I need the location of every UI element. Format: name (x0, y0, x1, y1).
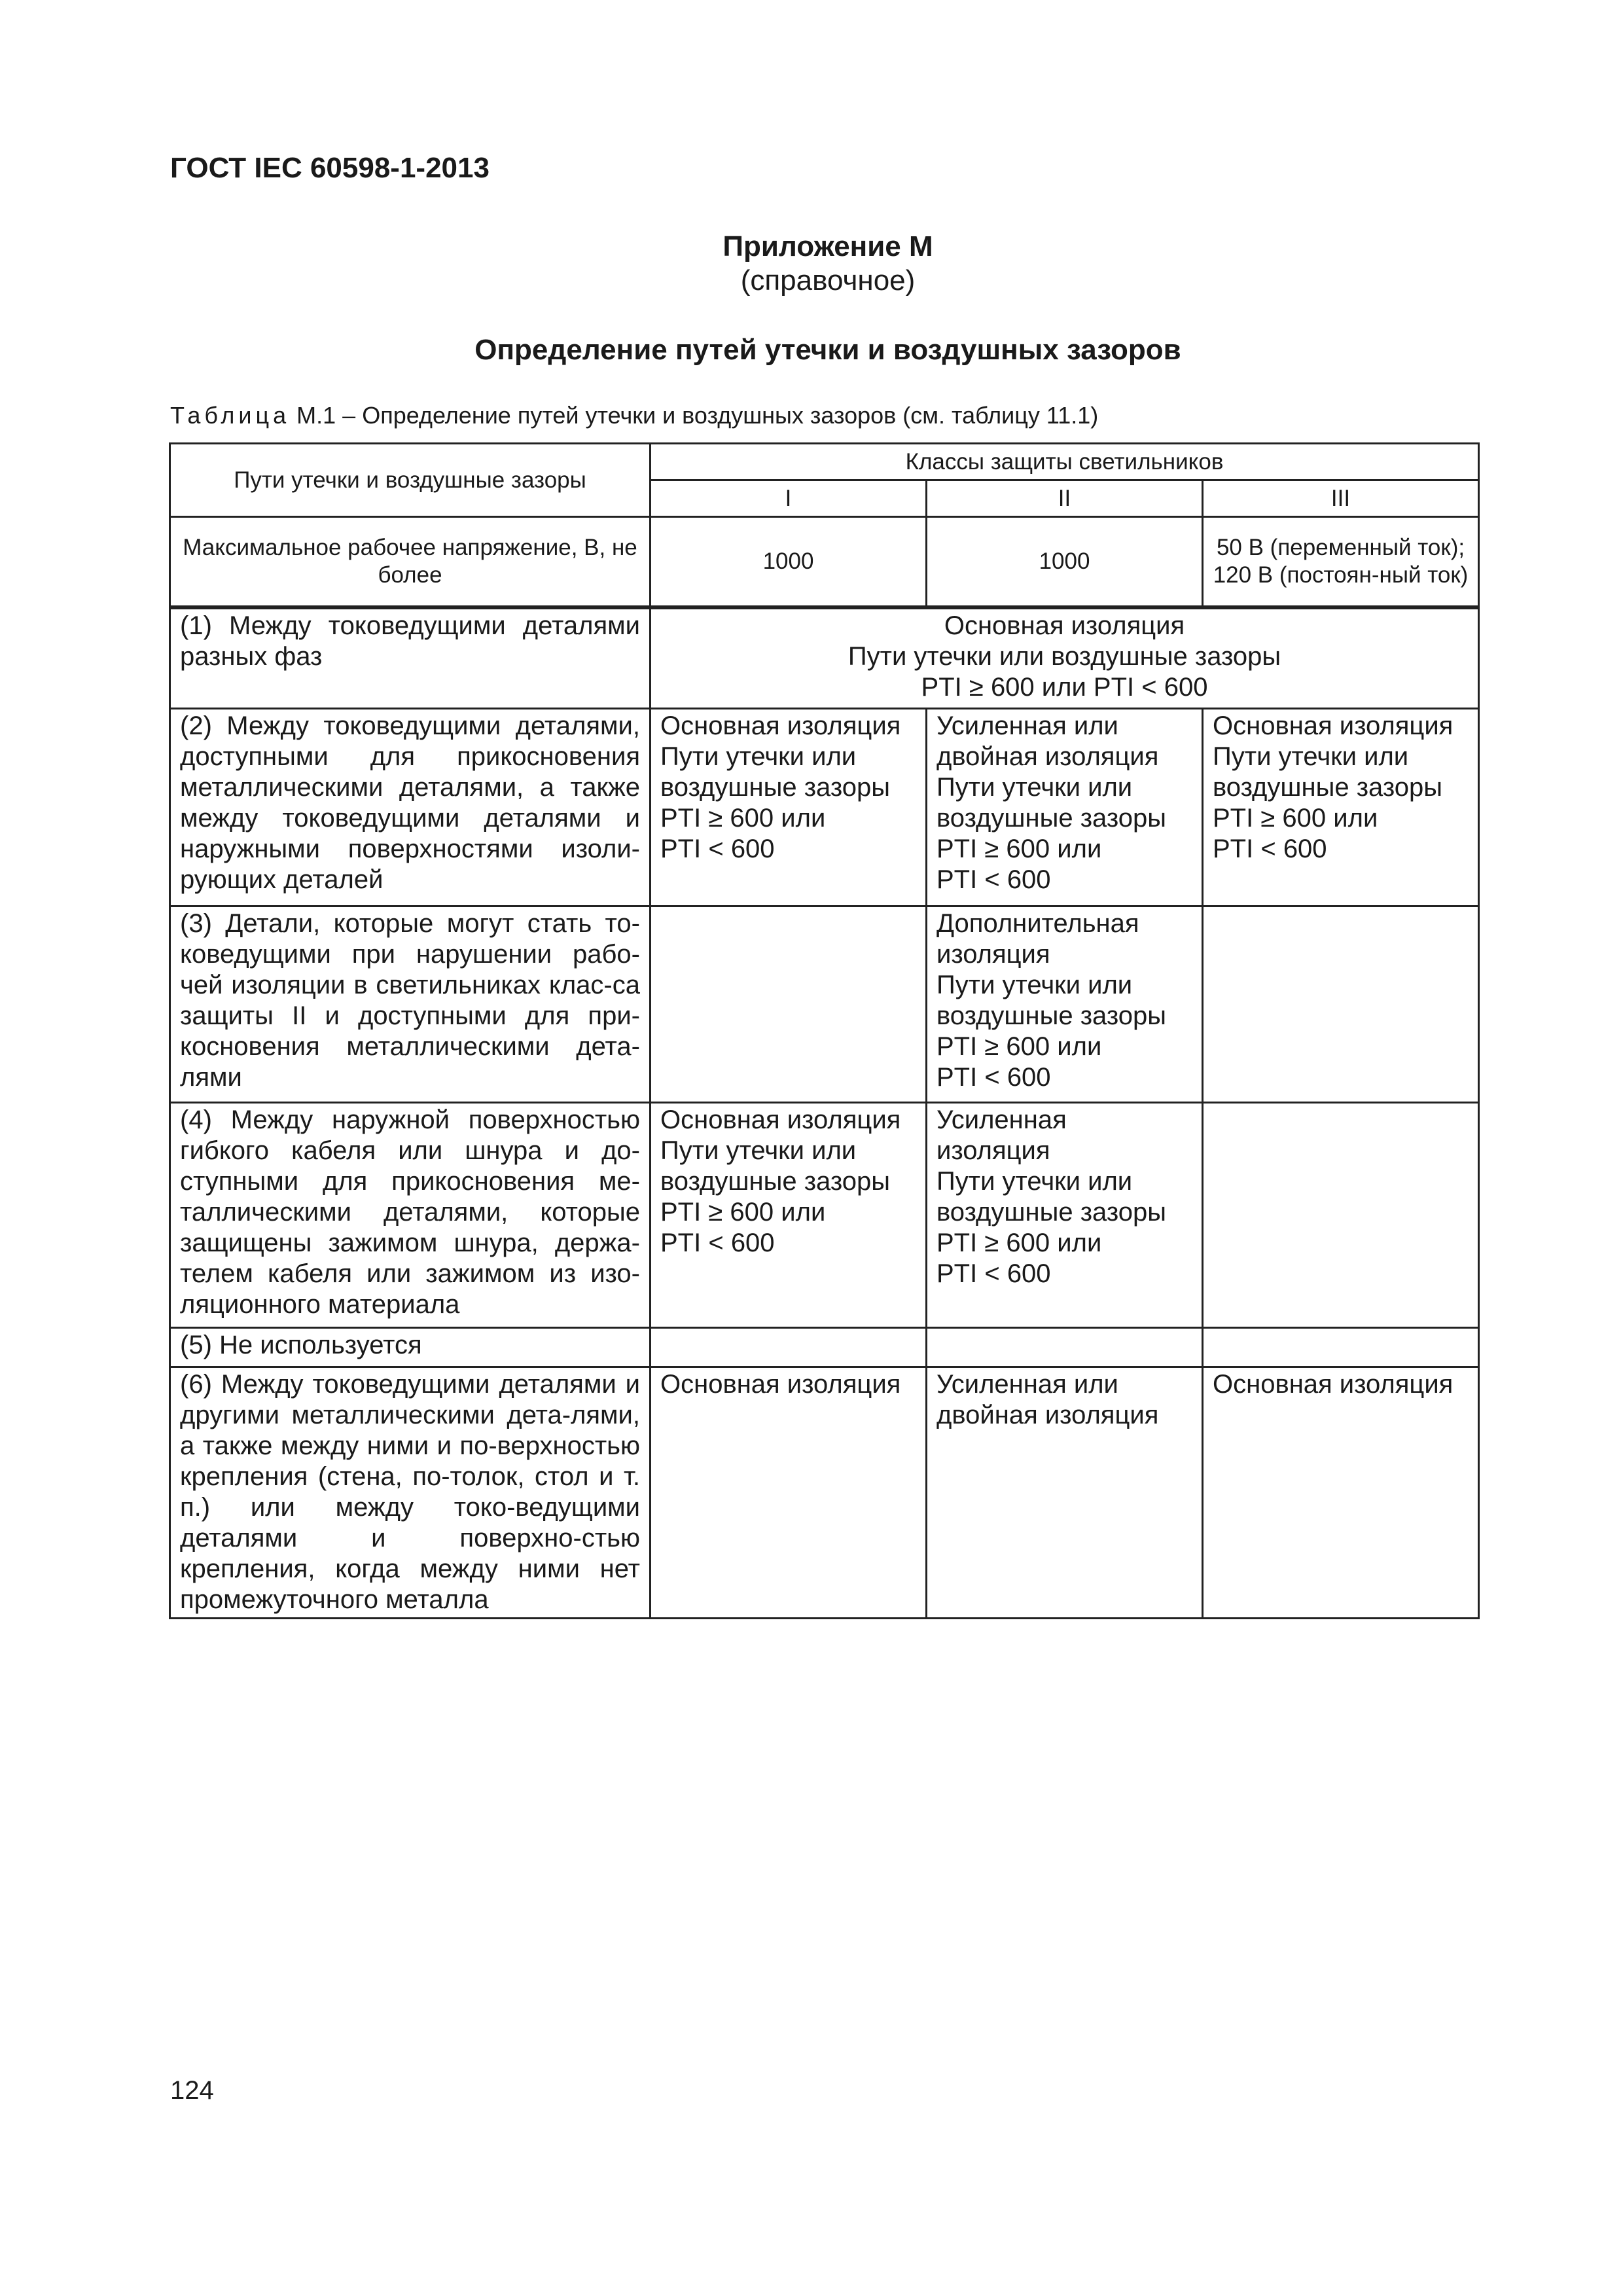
class-3-cell (1203, 709, 1479, 906)
annex-title: Приложение М (722, 230, 933, 262)
cell-line: Пути утечки или (936, 971, 1133, 999)
voltage-class-1: 1000 (651, 517, 927, 607)
cell-line: воздушные зазоры (936, 1001, 1166, 1030)
header-paths-label: Пути утечки и воздушные зазоры (170, 444, 651, 517)
class-2-cell (927, 1367, 1203, 1619)
cell-line: изоляция (936, 940, 1050, 969)
cell-line: PTI ≥ 600 или (660, 1198, 826, 1227)
row-label: (6) Между токоведущими деталями и другими металлическими дета-лями, а также между ними и по-верхностью крепления (стена, по-толок, стол и т. п.) или между токо-ведущими деталями и поверхно-стью крепления, когда между ними нет промежуточного металла (170, 1367, 651, 1619)
cell-line: Усиленная (936, 1105, 1067, 1134)
cell-line: воздушные зазоры (1213, 773, 1442, 802)
cell-line: Основная изоляция (660, 711, 901, 740)
class-1-cell (651, 1103, 927, 1328)
class-1-cell (651, 1328, 927, 1367)
cell-line: PTI < 600 (660, 1229, 775, 1257)
table-caption-label: Таблица (170, 402, 291, 429)
section-title: Определение путей утечки и воздушных зазоров (474, 334, 1181, 366)
cell-line: Основная изоляция (660, 1105, 901, 1134)
cell-line: воздушные зазоры (936, 804, 1166, 833)
cell-line: PTI ≥ 600 или (936, 1229, 1102, 1257)
table-row (170, 1367, 1479, 1619)
row-label: (5) Не используется (170, 1328, 651, 1367)
table-row (170, 906, 1479, 1103)
voltage-class-3: 50 В (переменный ток); 120 В (постоян-ный ток) (1203, 517, 1479, 607)
cell-line: PTI ≥ 600 или (660, 804, 826, 833)
class-3-cell (1203, 906, 1479, 1103)
cell-line: воздушные зазоры (660, 1167, 890, 1196)
cell-line: воздушные зазоры (936, 1198, 1166, 1227)
cell-line: Основная изоляция (944, 611, 1185, 640)
cell-line: Усиленная или (936, 711, 1118, 740)
class-1-cell (651, 906, 927, 1103)
class-2-cell (927, 709, 1203, 906)
cell-line: Пути утечки или воздушные зазоры (847, 641, 1281, 671)
table-caption (170, 402, 1098, 429)
document-code: ГОСТ IEC 60598-1-2013 (170, 152, 490, 184)
cell-line: PTI ≥ 600 или PTI < 600 (921, 672, 1208, 702)
cell-line: PTI < 600 (936, 1259, 1051, 1288)
cell-line: Пути утечки или (660, 742, 857, 771)
class-3-cell (1203, 1328, 1479, 1367)
table-caption-text: М.1 – Определение путей утечки и воздушных зазоров (см. таблицу 11.1) (296, 402, 1099, 429)
cell-line: PTI ≥ 600 или (936, 834, 1102, 863)
cell-line: Дополнительная (936, 909, 1139, 938)
class-3-cell (1203, 1103, 1479, 1328)
row-label: (4) Между наружной поверхностью гибкого кабеля или шнура и до-ступными для прикосновения ме-таллическими деталями, которые защищены зажимом шнура, держа-телем кабеля или зажимом из изо-ляционного материала (170, 1103, 651, 1328)
header-class-1: I (651, 480, 927, 517)
voltage-class-2: 1000 (927, 517, 1203, 607)
class-2-cell (927, 1328, 1203, 1367)
table-row (170, 1103, 1479, 1328)
creepage-clearance-table (169, 442, 1480, 1619)
merged-cell (651, 607, 1479, 709)
class-3-cell (1203, 1367, 1479, 1619)
class-1-cell (651, 709, 927, 906)
cell-line: Пути утечки или (936, 1167, 1133, 1196)
table-row (170, 709, 1479, 906)
cell-line: PTI < 600 (936, 1063, 1051, 1092)
class-2-cell (927, 906, 1203, 1103)
cell-line: Усиленная или (936, 1370, 1118, 1399)
row-label: (1) Между токоведущими деталями разных фаз (170, 607, 651, 709)
cell-line: Пути утечки или (660, 1136, 857, 1165)
cell-line: PTI < 600 (1213, 834, 1327, 863)
header-class-2: II (927, 480, 1203, 517)
cell-line: Пути утечки или (1213, 742, 1409, 771)
cell-line: Основная изоляция (1213, 711, 1454, 740)
class-1-cell (651, 1367, 927, 1619)
cell-line: PTI < 600 (936, 865, 1051, 894)
cell-line: Основная изоляция (1213, 1370, 1454, 1399)
cell-line: Основная изоляция (660, 1370, 901, 1399)
row-label: (3) Детали, которые могут стать то-коведущими при нарушении рабо-чей изоляции в светильниках клас-са защиты II и доступными для при-косновения металлическими дета-лями (170, 906, 651, 1103)
class-2-cell (927, 1103, 1203, 1328)
header-classes-label: Классы защиты светильников (651, 444, 1479, 480)
cell-line: PTI < 600 (660, 834, 775, 863)
header-voltage-label: Максимальное рабочее напряжение, В, не более (170, 517, 651, 607)
page-number: 124 (170, 2076, 214, 2105)
table-row (170, 1328, 1479, 1367)
cell-line: воздушные зазоры (660, 773, 890, 802)
header-class-3: III (1203, 480, 1479, 517)
cell-line: Пути утечки или (936, 773, 1133, 802)
cell-line: изоляция (936, 1136, 1050, 1165)
cell-line: PTI ≥ 600 или (936, 1032, 1102, 1061)
cell-line: двойная изоляция (936, 742, 1159, 771)
cell-line: двойная изоляция (936, 1401, 1159, 1429)
cell-line: PTI ≥ 600 или (1213, 804, 1378, 833)
annex-type: (справочное) (740, 264, 916, 296)
table-row (170, 607, 1479, 709)
row-label: (2) Между токоведущими деталями, доступными для прикосновения металлическими деталями, а также между токоведущими деталями и наружными поверхностями изоли-рующих деталей (170, 709, 651, 906)
